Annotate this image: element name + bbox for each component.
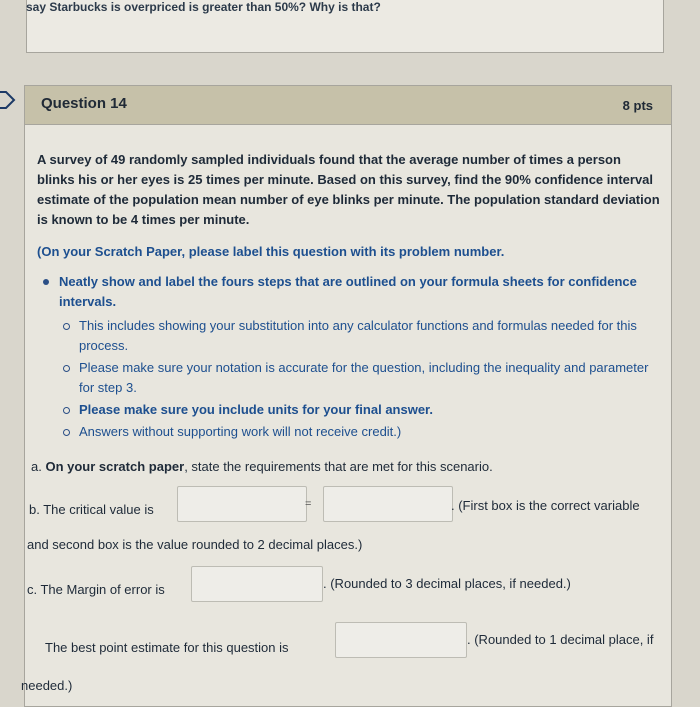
scratch-paper-label: Scratch Paper [94, 244, 182, 259]
part-d-label: The best point estimate for this question is [45, 640, 289, 655]
sub-bullet-1: This includes showing your substitution into any calculator functions and formulas needed for this process. [79, 318, 637, 353]
previous-question-text: say Starbucks is overpriced is greater than 50%? Why is that? [26, 0, 381, 14]
part-b-note: . (First box is the correct variable [451, 498, 640, 513]
part-c-label: c. The Margin of error is [27, 582, 165, 597]
question-points: 8 pts [622, 98, 653, 113]
scratch-paper-instruction [37, 242, 504, 262]
equals-sign: = [305, 498, 312, 510]
part-d-note: . (Rounded to 1 decimal place, if [467, 632, 654, 647]
sub-bullet-circle [63, 407, 70, 414]
part-c-note: . (Rounded to 3 decimal places, if needed.) [323, 576, 571, 591]
part-b-note-continued: and second box is the value rounded to 2 decimal places.) [27, 537, 363, 552]
sub-bullet-2: Please make sure your notation is accurate for the question, including the inequality and parameter for step 3. [79, 360, 649, 395]
part-a-prefix: a. [31, 459, 46, 474]
question-title: Question 14 [41, 95, 127, 112]
point-estimate-input[interactable] [335, 622, 467, 658]
sub-bullet-4: Answers without supporting work will not receive credit.) [79, 424, 402, 439]
scratch-suffix: , please label this question with its problem number. [181, 244, 505, 259]
sub-bullet-circle [63, 429, 70, 436]
margin-of-error-input[interactable] [191, 566, 323, 602]
question-header [25, 86, 671, 125]
scratch-prefix: (On your [37, 244, 95, 259]
bullet-dot [43, 279, 49, 285]
part-a [31, 457, 493, 477]
question-prompt: A survey of 49 randomly sampled individuals found that the average number of times a person blinks his or her eyes is 25 times per minute. Based on this survey, find the 90% confidence interval estimate of the population mean number of eye blinks per minute. The population standard deviation is known to be 4 times per minute. [37, 152, 660, 227]
part-a-bold: On your scratch paper [45, 459, 185, 474]
critical-value-input[interactable] [323, 486, 453, 522]
question-card [21, 85, 672, 707]
sub-bullet-3: Please make sure you include units for your final answer. [79, 402, 434, 417]
bullet-main: Neatly show and label the fours steps that are outlined on your formula sheets for confidence intervals. [59, 274, 637, 309]
part-a-suffix: , state the requirements that are met for this scenario. [184, 459, 493, 474]
part-b-label: b. The critical value is [29, 502, 154, 517]
sub-bullet-circle [63, 323, 70, 330]
part-d-note-continued: needed.) [21, 678, 73, 693]
question-flag-icon[interactable] [0, 90, 18, 110]
sub-bullet-circle [63, 365, 70, 372]
critical-variable-input[interactable] [177, 486, 307, 522]
